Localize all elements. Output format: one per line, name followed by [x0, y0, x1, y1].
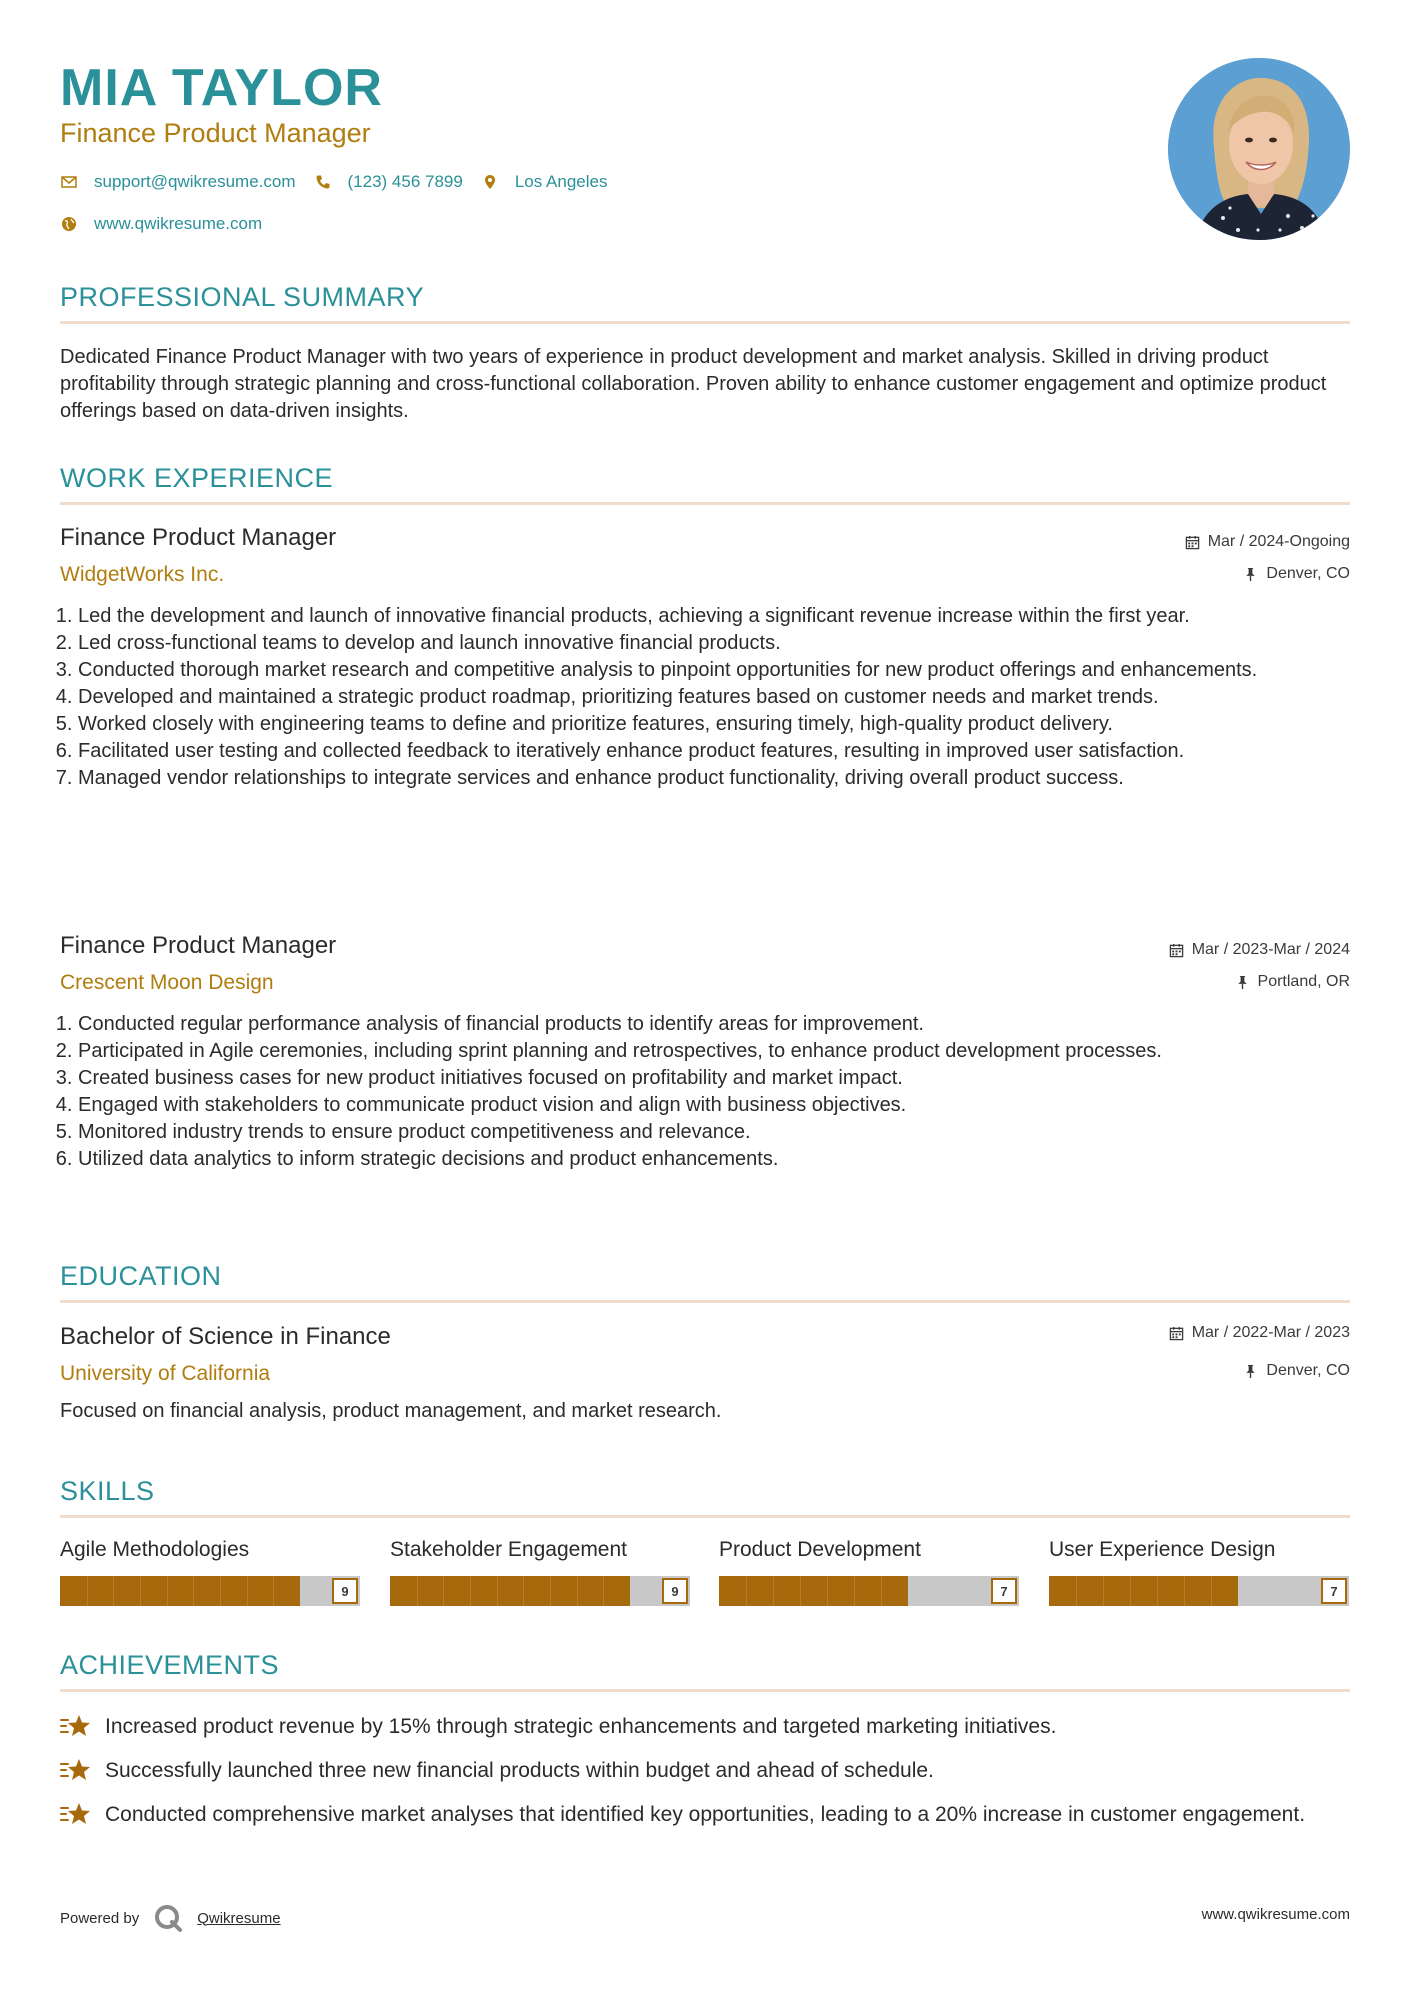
skill-bar-segment-divider — [417, 1576, 418, 1606]
list-item: 2. Participated in Agile ceremonies, including sprint planning and retrospectives, to enhance product development processes. — [78, 1038, 1378, 1065]
achievement-text: Successfully launched three new financial products within budget and ahead of schedule. — [105, 1759, 934, 1782]
skill-bar-segment-divider — [881, 1576, 882, 1606]
pushpin-icon — [1243, 1364, 1258, 1379]
achievement-item — [60, 1713, 1360, 1740]
summary-divider — [60, 321, 1350, 324]
job-bullets — [60, 1011, 1378, 1173]
summary-text: Dedicated Finance Product Manager with two years of experience in product development and market analysis. Skilled in driving product profitability through strategic planning and cross-functional collaboration. Proven ability to enhance customer engagement and optimize product offerings based on data-driven insights. — [60, 346, 1327, 422]
skill-bar — [60, 1576, 360, 1606]
skill-bar-fill — [390, 1576, 630, 1606]
skill-bar-segment-divider — [1103, 1576, 1104, 1606]
skill-bar-segment-divider — [1211, 1576, 1212, 1606]
skill-bar-segment-divider — [746, 1576, 747, 1606]
skill-name: Product Development — [719, 1538, 921, 1561]
experience-divider — [60, 502, 1350, 505]
list-item: 6. Facilitated user testing and collected feedback to iteratively enhance product features, resulting in improved user satisfaction. — [78, 738, 1378, 765]
skill-bar-segment-divider — [773, 1576, 774, 1606]
skill-bar-segment-divider — [800, 1576, 801, 1606]
company-name: Crescent Moon Design — [60, 971, 274, 994]
footer-website[interactable]: www.qwikresume.com — [1201, 1906, 1350, 1923]
list-item: 1. Conducted regular performance analysis of financial products to identify areas for improvement. — [78, 1011, 1378, 1038]
globe-icon — [60, 215, 78, 233]
phone-number[interactable]: (123) 456 7899 — [347, 172, 463, 191]
education-dates — [1169, 1324, 1350, 1342]
skill-bar-fill — [719, 1576, 908, 1606]
pushpin-icon — [1243, 567, 1258, 582]
skill-bar-segment-divider — [140, 1576, 141, 1606]
skill-bar-segment-divider — [113, 1576, 114, 1606]
skill-bar-segment-divider — [443, 1576, 444, 1606]
website-row — [60, 214, 280, 234]
list-item: 4. Engaged with stakeholders to communicate product vision and align with business objectives. — [78, 1092, 1378, 1119]
skill-bar-segment-divider — [220, 1576, 221, 1606]
job-bullets — [60, 603, 1378, 792]
job-location-text: Denver, CO — [1266, 565, 1350, 582]
skill-name: Agile Methodologies — [60, 1538, 250, 1561]
skill-bar — [719, 1576, 1019, 1606]
star-icon — [60, 1801, 92, 1827]
star-icon — [60, 1757, 92, 1783]
achievement-item — [60, 1757, 1360, 1784]
list-item: 7. Managed vendor relationships to integrate services and enhance product functionality, driving overall product success. — [78, 765, 1378, 792]
skill-level-badge: 7 — [1321, 1578, 1347, 1604]
pushpin-icon — [1235, 975, 1250, 990]
skill-bar-segment-divider — [1184, 1576, 1185, 1606]
achievement-text: Conducted comprehensive market analyses that identified key opportunities, leading to a 20% increase in customer engagement. — [105, 1803, 1306, 1826]
company-name: WidgetWorks Inc. — [60, 563, 225, 586]
education-description: Focused on financial analysis, product management, and market research. — [60, 1400, 722, 1422]
achievement-item — [60, 1801, 1360, 1828]
list-item: 4. Developed and maintained a strategic product roadmap, prioritizing features based on customer needs and market trends. — [78, 684, 1378, 711]
skill-bar-segment-divider — [603, 1576, 604, 1606]
calendar-icon — [1185, 535, 1200, 550]
education-divider — [60, 1300, 1350, 1303]
education-heading: EDUCATION — [60, 1261, 222, 1291]
achievements-divider — [60, 1689, 1350, 1692]
list-item: 5. Worked closely with engineering teams to define and prioritize features, ensuring timely, high-quality product delivery. — [78, 711, 1378, 738]
skill-item — [719, 1538, 1019, 1606]
skill-bar-segment-divider — [193, 1576, 194, 1606]
degree-title: Bachelor of Science in Finance — [60, 1323, 391, 1350]
education-location — [1243, 1362, 1350, 1380]
candidate-name: MIA TAYLOR — [60, 59, 383, 117]
list-item: 3. Conducted thorough market research and competitive analysis to pinpoint opportunities for new product offerings and enhancements. — [78, 657, 1378, 684]
skill-bar-segment-divider — [247, 1576, 248, 1606]
profile-photo — [1168, 58, 1350, 240]
envelope-icon — [60, 173, 78, 191]
location-item — [481, 172, 608, 192]
list-item: 1. Led the development and launch of innovative financial products, achieving a significant revenue increase within the first year. — [78, 603, 1378, 630]
skill-bar-fill — [1049, 1576, 1238, 1606]
email-link[interactable]: support@qwikresume.com — [94, 172, 296, 191]
calendar-icon — [1169, 1326, 1184, 1341]
skill-bar-segment-divider — [1130, 1576, 1131, 1606]
achievement-text: Increased product revenue by 15% through strategic enhancements and targeted marketing initiatives. — [105, 1715, 1057, 1738]
website-link[interactable]: www.qwikresume.com — [94, 214, 263, 233]
email-item — [60, 172, 296, 192]
skill-level-badge: 7 — [991, 1578, 1017, 1604]
candidate-title: Finance Product Manager — [60, 118, 371, 148]
job-title: Finance Product Manager — [60, 932, 337, 959]
skill-bar-segment-divider — [854, 1576, 855, 1606]
skill-bar-segment-divider — [1076, 1576, 1077, 1606]
skill-bar-segment-divider — [273, 1576, 274, 1606]
achievements-heading: ACHIEVEMENTS — [60, 1650, 280, 1680]
phone-icon — [314, 173, 332, 191]
job-dates-text: Mar / 2023-Mar / 2024 — [1191, 941, 1350, 958]
school-name: University of California — [60, 1362, 271, 1385]
phone-item — [314, 172, 463, 192]
job-dates-text: Mar / 2024-Ongoing — [1207, 533, 1350, 550]
skill-bar-segment-divider — [167, 1576, 168, 1606]
calendar-icon — [1169, 943, 1184, 958]
list-item: 5. Monitored industry trends to ensure product competitiveness and relevance. — [78, 1119, 1378, 1146]
map-pin-icon — [481, 173, 499, 191]
skill-level-badge: 9 — [332, 1578, 358, 1604]
skill-name: User Experience Design — [1049, 1538, 1276, 1561]
education-location-text: Denver, CO — [1266, 1362, 1350, 1379]
job-dates — [1169, 941, 1350, 959]
job-dates — [1185, 533, 1350, 551]
list-item: 6. Utilized data analytics to inform strategic decisions and product enhancements. — [78, 1146, 1378, 1173]
skill-bar-segment-divider — [523, 1576, 524, 1606]
skill-bar — [390, 1576, 690, 1606]
skill-bar-segment-divider — [497, 1576, 498, 1606]
list-item: 2. Led cross-functional teams to develop and launch innovative financial products. — [78, 630, 1378, 657]
skills-heading: SKILLS — [60, 1476, 155, 1506]
job-location — [1235, 973, 1350, 991]
skill-bar-segment-divider — [827, 1576, 828, 1606]
skill-bar-segment-divider — [550, 1576, 551, 1606]
skills-divider — [60, 1515, 1350, 1518]
skill-bar-segment-divider — [1157, 1576, 1158, 1606]
job-location — [1243, 565, 1350, 583]
education-dates-text: Mar / 2022-Mar / 2023 — [1191, 1324, 1350, 1341]
skill-bar — [1049, 1576, 1349, 1606]
skill-item — [390, 1538, 690, 1606]
list-item: 3. Created business cases for new product initiatives focused on profitability and market impact. — [78, 1065, 1378, 1092]
skill-name: Stakeholder Engagement — [390, 1538, 627, 1561]
job-location-text: Portland, OR — [1257, 973, 1350, 990]
location-text: Los Angeles — [514, 172, 608, 191]
skill-bar-segment-divider — [87, 1576, 88, 1606]
website-item — [60, 214, 262, 234]
skill-bar-segment-divider — [470, 1576, 471, 1606]
skill-bar-fill — [60, 1576, 300, 1606]
skill-item — [1049, 1538, 1349, 1606]
contact-row — [60, 172, 625, 192]
qwikresume-logo-icon — [153, 1903, 183, 1933]
powered-by-label: Powered by — [60, 1909, 140, 1927]
footer-powered-by — [60, 1903, 281, 1933]
job-title: Finance Product Manager — [60, 524, 337, 551]
experience-heading: WORK EXPERIENCE — [60, 463, 334, 493]
summary-heading: PROFESSIONAL SUMMARY — [60, 282, 425, 312]
skill-level-badge: 9 — [662, 1578, 688, 1604]
skill-item — [60, 1538, 360, 1606]
star-icon — [60, 1713, 92, 1739]
qwikresume-link[interactable]: Qwikresume — [197, 1909, 281, 1927]
skill-bar-segment-divider — [577, 1576, 578, 1606]
